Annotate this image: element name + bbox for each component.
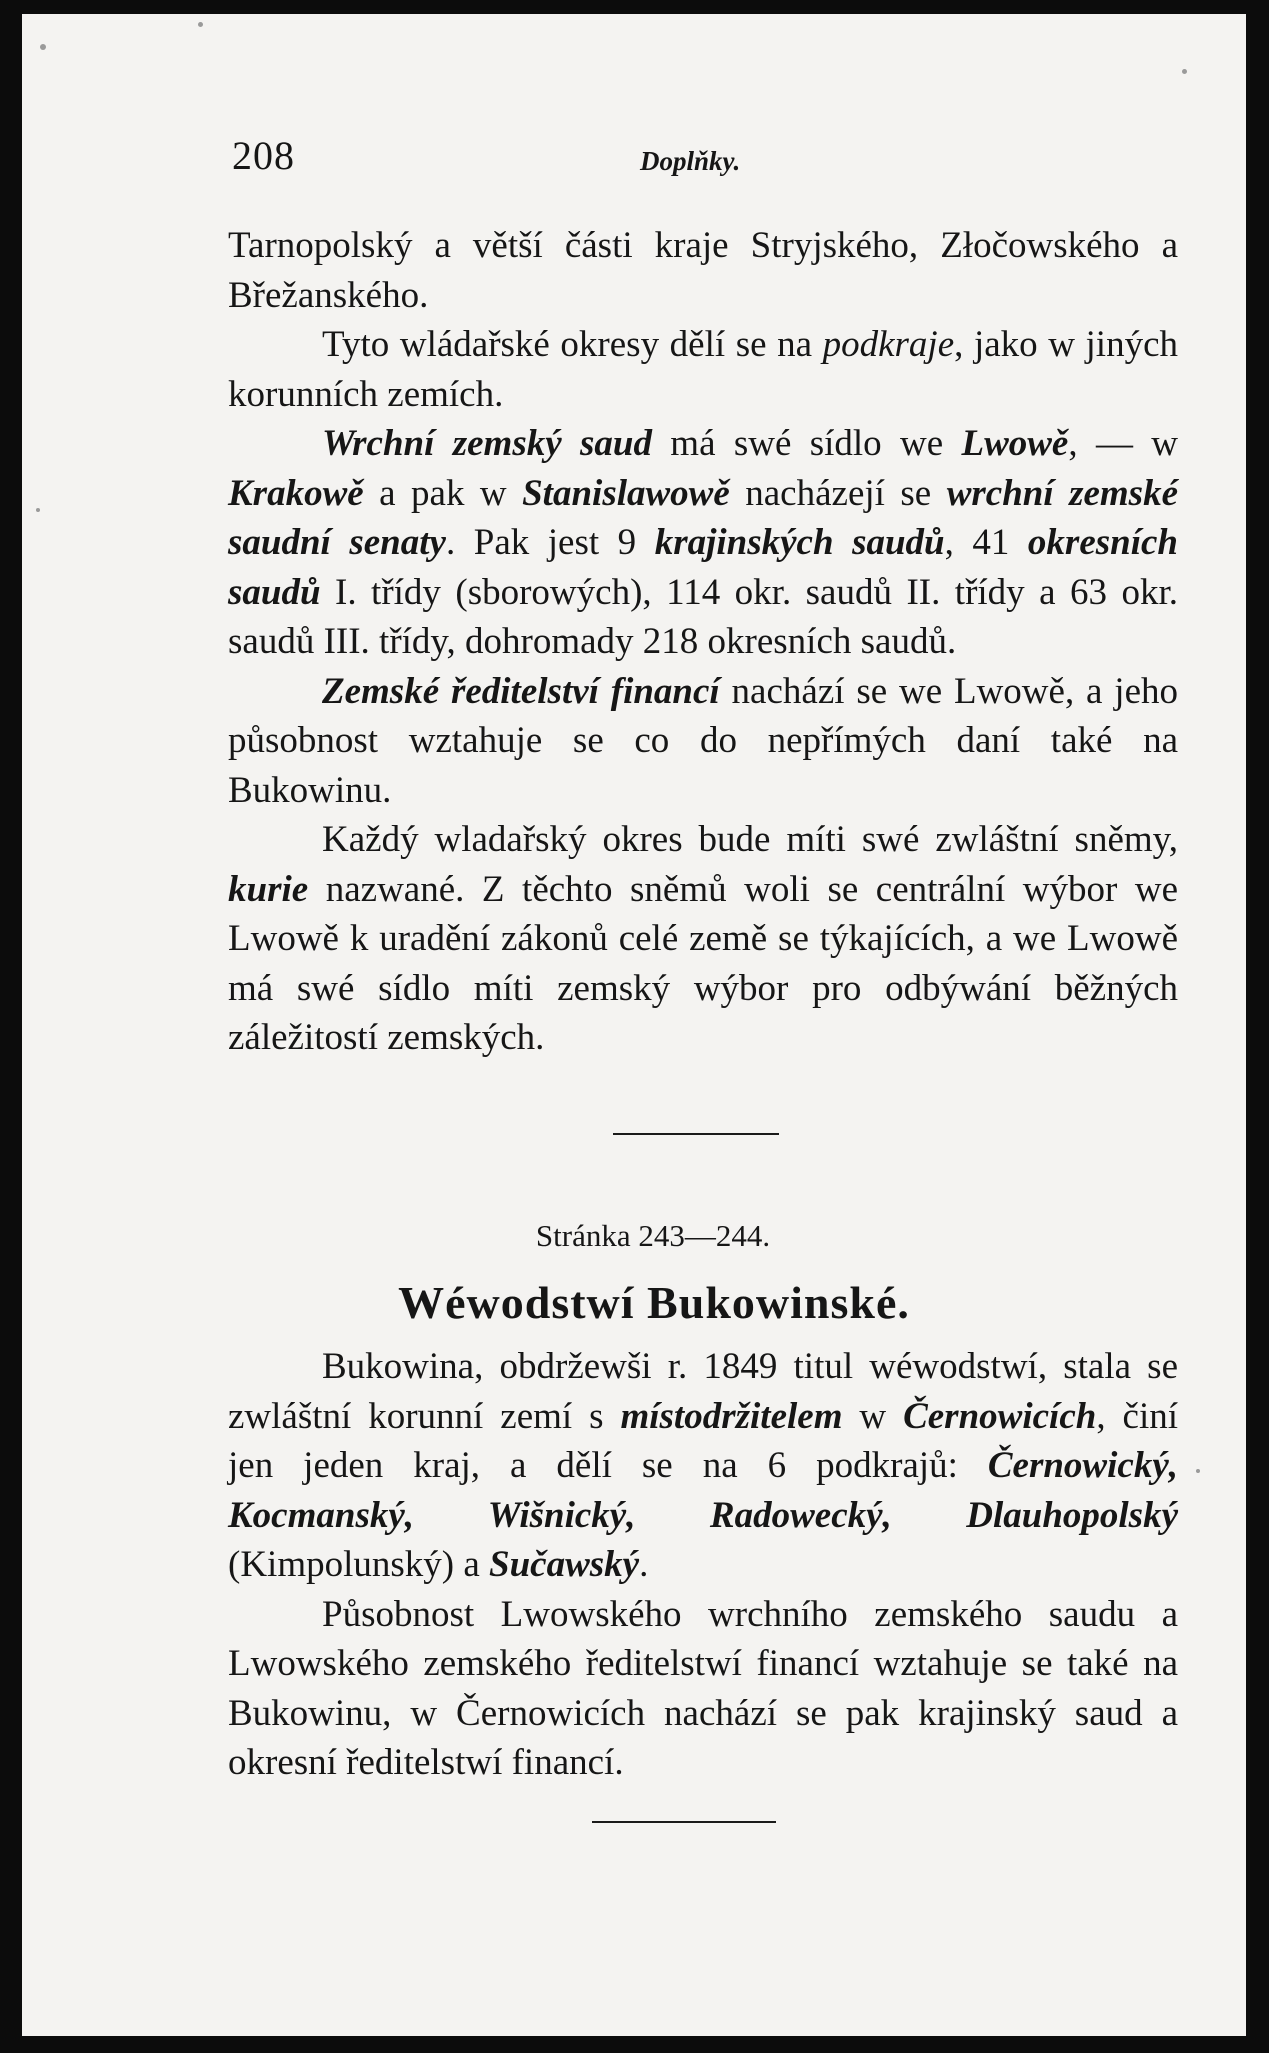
italic-term: Krakowě (228, 472, 364, 514)
text-run: nacházejí se (729, 472, 947, 514)
text-run: Působnost Lwowského wrchního zemského saudu a Lwowského zemského ředitelstwí financí wztahuje se také na Bukowinu, w Černowicích nachází se pak krajinský saud a okresní ředitelstwí financí. (228, 1593, 1178, 1783)
text-run: , jako w jiných korunních zemích. (228, 324, 1178, 415)
page-reference: Stránka 243—244. (535, 1218, 771, 1253)
italic-term: Zemské ředitelství financí (322, 670, 720, 712)
italic-term: Černowicích (903, 1395, 1097, 1437)
italic-term: místodržitelem (620, 1395, 843, 1437)
text-run: . Pak jest 9 (445, 522, 655, 563)
text-run: , činí jen jeden kraj, a dělí se na 6 podkrajů: (228, 1395, 1178, 1486)
text-run: , — w (1068, 423, 1178, 464)
text-run: Bukowina, obdržewši r. 1849 titul wéwodstwí, stala se zwláštní korunní zemí s (228, 1346, 1178, 1437)
italic-term: Wrchní zemský saud (322, 423, 652, 464)
paragraph-3 (228, 419, 1178, 667)
paragraph-6 (228, 1342, 1178, 1590)
paragraph-2 (228, 320, 1178, 419)
text-run: I. třídy (sborowých), 114 okr. saudů II. třídy a 63 okr. saudů III. třídy, dohromady 218 okresních saudů. (228, 571, 1178, 662)
section-text-column (228, 1342, 1178, 1788)
paragraph-7 (228, 1590, 1178, 1788)
text-run: w (842, 1395, 904, 1437)
italic-term: wrchní zemské saudní senaty (228, 472, 1179, 563)
main-text-column (228, 221, 1178, 1063)
text-run: . (639, 1544, 649, 1585)
running-title: Doplňky. (640, 146, 741, 176)
text-run: a pak w (363, 472, 523, 514)
page-number: 208 (232, 133, 295, 178)
section-heading: Wéwodstwí Bukowinské. (398, 1277, 910, 1328)
section-divider (613, 1133, 779, 1135)
text-run: Tarnopolský a větší části kraje Stryjského, Złočowského a Břežanského. (228, 225, 1178, 316)
italic-term: Stanislawowě (522, 472, 730, 514)
italic-term: krajinských saudů (654, 522, 945, 563)
italic-term: podkraje (822, 324, 955, 365)
text-run: Tyto wládařské okresy dělí se na (322, 324, 823, 365)
text-run: nachází se we Lwowě, a jeho působnost wztahuje se co do nepřímých daní také na Bukowinu. (228, 670, 1178, 811)
text-run: , 41 (944, 522, 1028, 563)
italic-term: Sučawský (489, 1544, 640, 1585)
book-page (22, 14, 1246, 2036)
end-divider (592, 1821, 776, 1823)
scan-speck (1196, 1469, 1200, 1473)
text-run: (Kimpolunský) a (228, 1544, 490, 1585)
text-run: má swé sídlo we (651, 423, 962, 464)
scan-speck (1182, 69, 1187, 74)
scan-speck (36, 508, 40, 512)
italic-term: Černowický, Kocmanský, Wišnický, Radowecký, Dlauhopolský (228, 1445, 1178, 1536)
scan-speck (40, 44, 46, 50)
paragraph-1 (228, 221, 1178, 320)
scan-speck (198, 22, 203, 27)
text-run: nazwané. Z těchto sněmů woli se centrální wýbor we Lwowě k uradění zákonů celé země se týkajících, a we Lwowě má swé sídlo míti zemský wýbor pro odbýwání běžných záležitostí zemských. (228, 868, 1178, 1058)
italic-term: Lwowě (961, 423, 1069, 464)
paragraph-5 (228, 815, 1178, 1063)
italic-term: okresních saudů (228, 522, 1178, 613)
text-run: Každý wladařský okres bude míti swé zwláštní sněmy, (322, 819, 1178, 860)
paragraph-4 (228, 667, 1178, 816)
italic-term: kurie (228, 868, 309, 910)
